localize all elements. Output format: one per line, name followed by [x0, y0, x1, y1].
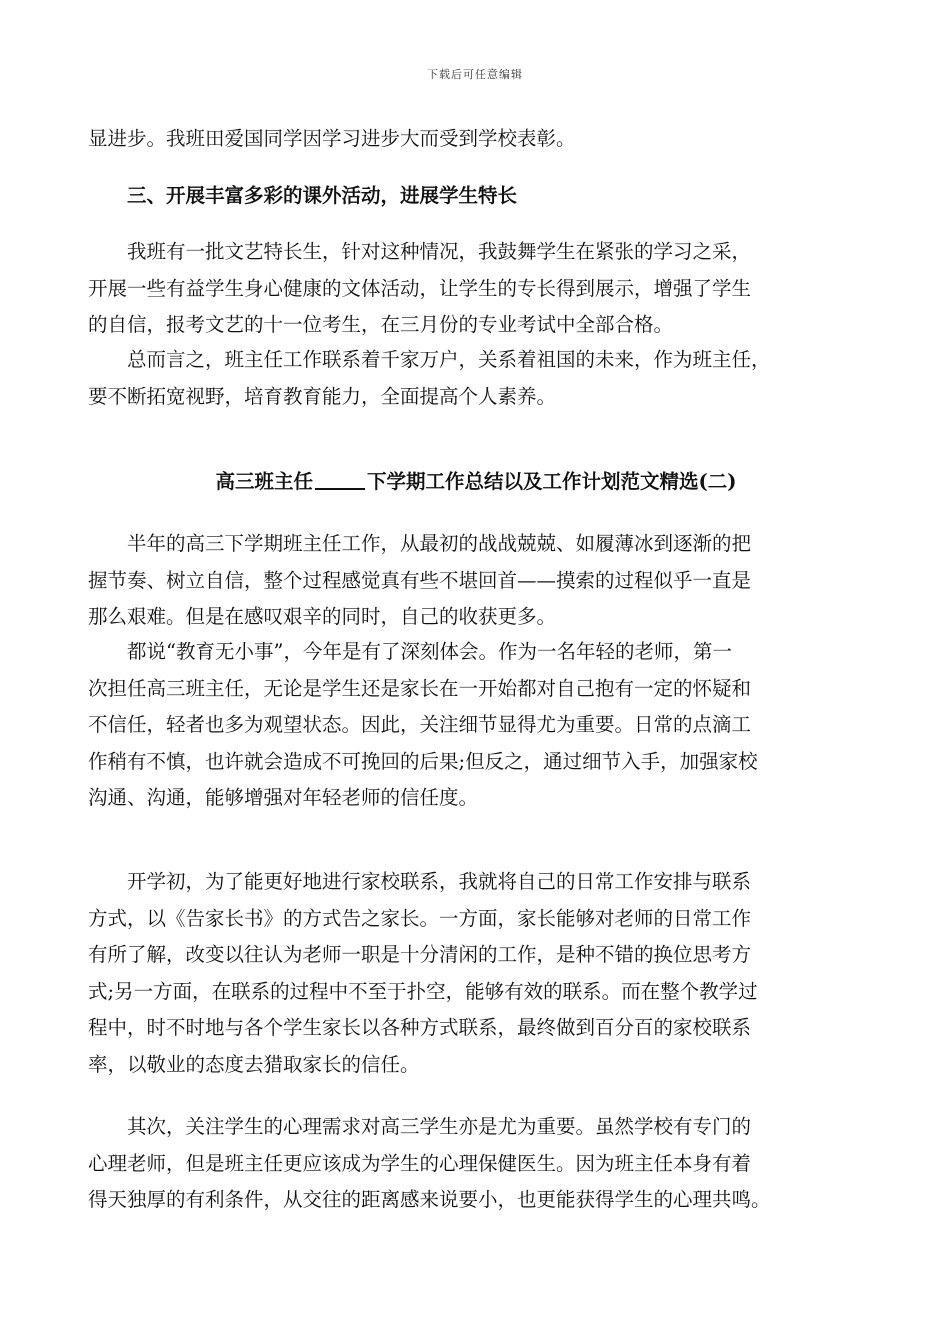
text-line: 式;另一方面，在联系的过程中不至于扑空，能够有效的联系。而在整个教学过 [88, 979, 758, 1003]
title-blank-underline [315, 468, 365, 490]
document-title-2 [88, 464, 864, 500]
text-line: 总而言之，班主任工作联系着千家万户，关系着祖国的未来，作为班主任， [127, 348, 771, 371]
text-line: 程中，时不时地与各个学生家长以各种方式联系，最终做到百分百的家校联系 [88, 1016, 752, 1039]
paragraph-talent-activities [88, 234, 864, 344]
text-line: 率，以敬业的态度去猎取家长的信任。 [88, 1052, 420, 1076]
text-line: 那么艰难。但是在感叹艰辛的同时，自己的收获更多。 [88, 605, 557, 628]
text-line: 得天独厚的有利条件，从交往的距离感来说要小，也更能获得学生的心理共鸣。 [88, 1188, 771, 1211]
paragraph-intro [88, 526, 864, 636]
text-line: 其次，关注学生的心理需求对高三学生亦是尤为重要。虽然学校有专门的 [127, 1115, 752, 1138]
paragraph-home-school-contact [88, 864, 864, 1083]
text-line: 显进步。我班田爱国同学因学习进步大而受到学校表彰。 [88, 127, 576, 150]
text-line: 我班有一批文艺特长生，针对这种情况，我鼓舞学生在紧张的学习之采， [127, 240, 752, 263]
text-line: 半年的高三下学期班主任工作，从最初的战战兢兢、如履薄冰到逐渐的把 [127, 532, 752, 555]
text-line: 都说“教育无小事”，今年是有了深刻体会。作为一名年轻的老师，第一 [127, 640, 732, 663]
text-line: 要不断拓宽视野，培育教育能力，全面提高个人素养。 [88, 384, 557, 408]
page-header-note: 下载后可任意编辑 [427, 68, 523, 81]
text-line: 作稍有不慎，也许就会造成不可挽回的后果;但反之，通过细节入手，加强家校 [88, 749, 758, 773]
text-line: 握节奏、树立自信，整个过程感觉真有些不堪回首——摸索的过程似乎一直是 [88, 568, 752, 592]
text-line: 开学初，为了能更好地进行家校联系，我就将自己的日常工作安排与联系 [127, 870, 752, 893]
paragraph-continuation [88, 121, 864, 158]
paragraph-details [88, 634, 864, 817]
text-line: 心理老师，但是班主任更应该成为学生的心理保健医生。因为班主任本身有着 [88, 1151, 752, 1175]
title-part-before-blank: 高三班主任 [215, 470, 314, 493]
text-line: 有所了解，改变以往认为老师一职是十分清闲的工作，是种不错的换位思考方 [88, 943, 752, 966]
text-line: 次担任高三班主任，无论是学生还是家长在一开始都对自己抱有一定的怀疑和 [88, 676, 752, 700]
text-line: 不信任，轻者也多为观望状态。因此，关注细节显得尤为重要。日常的点滴工 [88, 713, 752, 736]
text-line: 开展一些有益学生身心健康的文体活动，让学生的专长得到展示，增强了学生 [88, 276, 752, 300]
text-line: 方式，以《告家长书》的方式告之家长。一方面，家长能够对老师的日常工作 [88, 906, 752, 930]
title-part-after-blank: 下学期工作总结以及工作计划范文精选(二) [367, 470, 737, 493]
section-heading-3: 三、开展丰富多彩的课外活动，进展学生特长 [127, 184, 518, 207]
paragraph-summary [88, 342, 864, 415]
paragraph-psychological-needs [88, 1109, 864, 1219]
text-line: 沟通、沟通，能够增强对年轻老师的信任度。 [88, 786, 479, 809]
text-line: 的自信，报考文艺的十一位考生，在三月份的专业考试中全部合格。 [88, 313, 674, 336]
